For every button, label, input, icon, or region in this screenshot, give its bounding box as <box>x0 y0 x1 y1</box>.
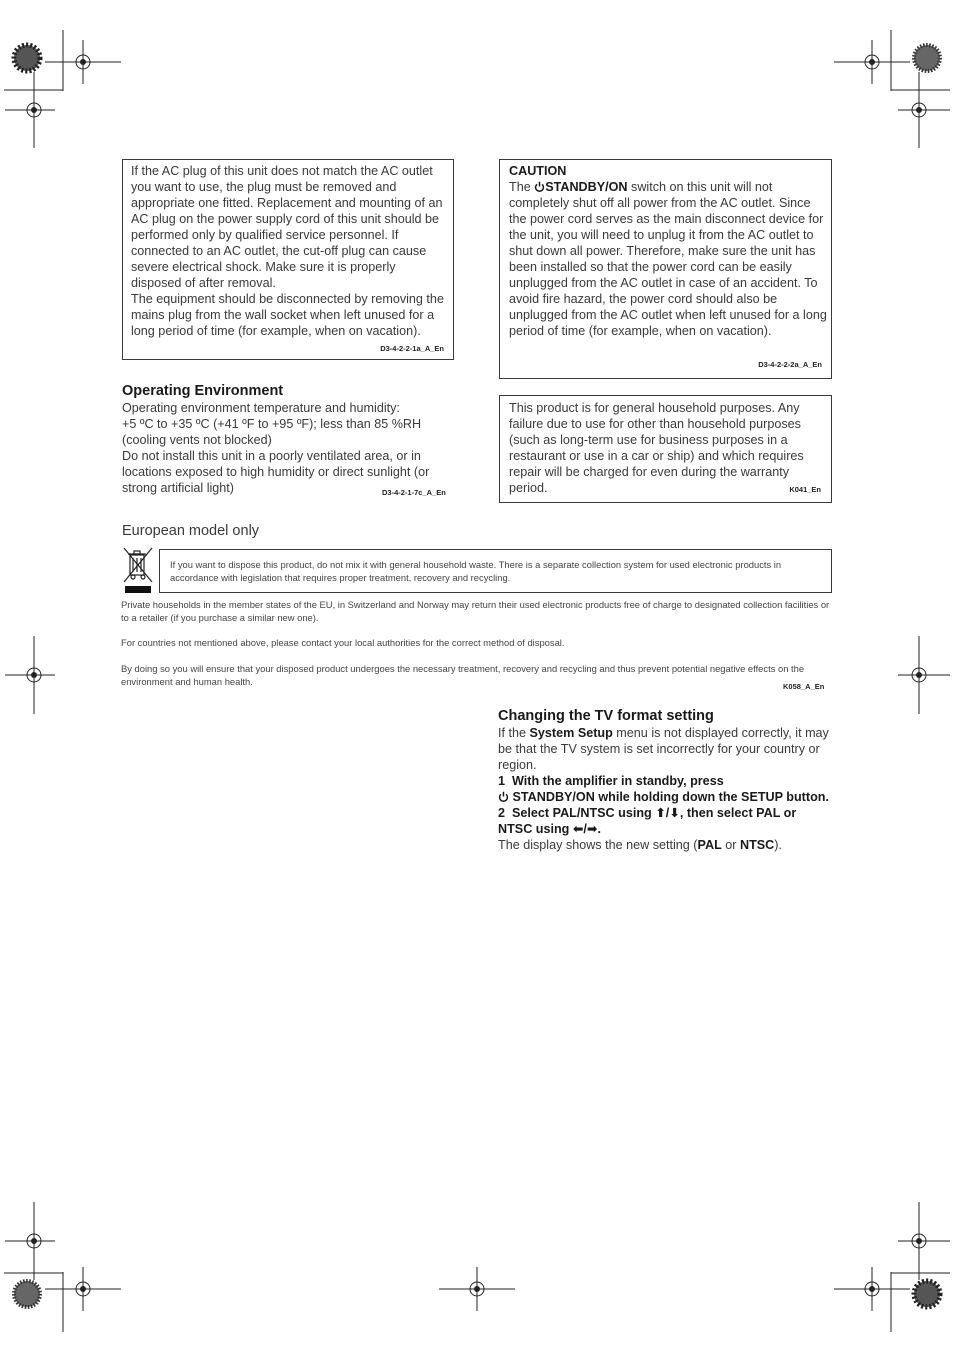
standby-on-label: STANDBY/ON <box>545 180 628 194</box>
disposal-paragraph-3: By doing so you will ensure that your disposed product undergoes the necessary treatment, recovery and recycling and thus prevent potential negative effects on the environment and human health. <box>121 663 805 687</box>
result-post: ). <box>774 838 782 852</box>
caution-box <box>499 159 832 379</box>
tv-format-heading: Changing the TV format setting <box>498 708 714 724</box>
operating-paragraph-1: Operating environment temperature and humidity: <box>122 401 400 415</box>
step-1-text-a: With the amplifier in standby, press <box>512 774 724 788</box>
step-2-text-c: . <box>597 822 601 836</box>
ac-plug-paragraph-2: The equipment should be disconnected by removing the mains plug from the wall socket when left unused for a long period of time (for example, when on vacation). <box>131 292 444 338</box>
household-ref-code: K041_En <box>789 485 821 494</box>
caution-text <box>509 163 827 339</box>
disposal-paragraph-2: For countries not mentioned above, please contact your local authorities for the correct method of disposal. <box>121 637 565 648</box>
left-right-arrow-icon: ⬅/➡ <box>572 822 598 836</box>
power-icon <box>498 791 509 802</box>
operating-ref-code: D3-4-2-1-7c_A_En <box>382 488 446 497</box>
european-model-label: European model only <box>122 523 260 539</box>
household-use-text: This product is for general household purposes. Any failure due to use for other than household purposes (such as long-term use for business purposes in a restaurant or use in a car or ship) and which requires repair will be charged for even during the warranty period. <box>509 401 804 495</box>
ntsc-label: NTSC <box>739 838 775 852</box>
step-1-number: 1 <box>498 774 506 788</box>
step-2 <box>498 806 796 836</box>
disposal-notice-text: If you want to dispose this product, do not mix it with general household waste. There is a separate collection system for used electronic products in accordance with legislation that requires proper treatment, recovery and recycling. <box>170 559 782 583</box>
operating-paragraph-3: Do not install this unit in a poorly ventilated area, or in locations exposed to high humidity or direct sunlight (or strong artificial light) <box>122 449 430 495</box>
tv-intro-post: menu is not displayed correctly, it may be that the TV system is set incorrectly for your country or region. <box>498 726 829 772</box>
operating-paragraph-2: +5 ºC to +35 ºC (+41 ºF to +95 ºF); less than 85 %RH (cooling vents not blocked) <box>122 417 422 447</box>
caution-text-post: switch on this unit will not completely shut off all power from the AC outlet. Since the power cord serves as the main disconnect device for the unit, you will need to unplug it from the AC outlet to shut down all power. Therefore, make sure the unit has been installed so that the power cord can be easily unplugged from the AC outlet in case of an accident. To avoid fire hazard, the power cord should also be unplugged from the AC outlet when left unused for a long period of time (for example, when on vacation). <box>509 180 827 338</box>
disposal-paragraph-1: Private households in the member states of the EU, in Switzerland and Norway may return their used electronic products free of charge to designated collection facilities or to a retailer (if you purchase a similar new one). <box>121 599 830 623</box>
step-2-text-a: Select PAL/NTSC using <box>512 806 656 820</box>
step-1-text-b: STANDBY/ON while holding down the SETUP button. <box>512 790 829 804</box>
disposal-ref-code: K058_A_En <box>783 682 825 691</box>
pal-label: PAL <box>697 838 722 852</box>
up-down-arrow-icon: ⬆/⬇ <box>655 806 680 820</box>
tv-format-section <box>498 708 834 853</box>
ac-plug-paragraph-1: If the AC plug of this unit does not match the AC outlet you want to use, the plug must be removed and appropriate one fitted. Replacement and mounting of an AC plug on the power supply cord of this unit should be performed only by qualified service personnel. If connected to an AC outlet, the cut-off plug can cause severe electrical shock. Make sure it is properly disposed of after removal. <box>131 164 443 290</box>
tv-intro-pre: If the <box>498 726 530 740</box>
disposal-notice-box <box>159 549 832 593</box>
caution-title: CAUTION <box>509 164 567 178</box>
step-1 <box>498 774 829 804</box>
operating-environment-heading: Operating Environment <box>122 383 284 399</box>
step-2-number: 2 <box>498 806 506 820</box>
ac-plug-ref-code: D3-4-2-2-1a_A_En <box>380 344 444 353</box>
result-pre: The display shows the new setting ( <box>498 838 698 852</box>
system-setup-label: System Setup <box>529 726 613 740</box>
caution-ref-code: D3-4-2-2-2a_A_En <box>758 360 822 369</box>
ac-plug-notice-box <box>122 159 454 360</box>
operating-environment-section <box>122 383 458 496</box>
result-or: or <box>721 838 740 852</box>
crossed-out-wheelie-bin-icon <box>121 545 155 595</box>
ac-plug-notice-text <box>131 163 449 339</box>
step-2-text-b: , then select PAL or NTSC using <box>498 806 797 836</box>
household-use-box <box>499 395 832 503</box>
caution-text-pre: The <box>509 180 535 194</box>
power-icon <box>534 181 545 192</box>
